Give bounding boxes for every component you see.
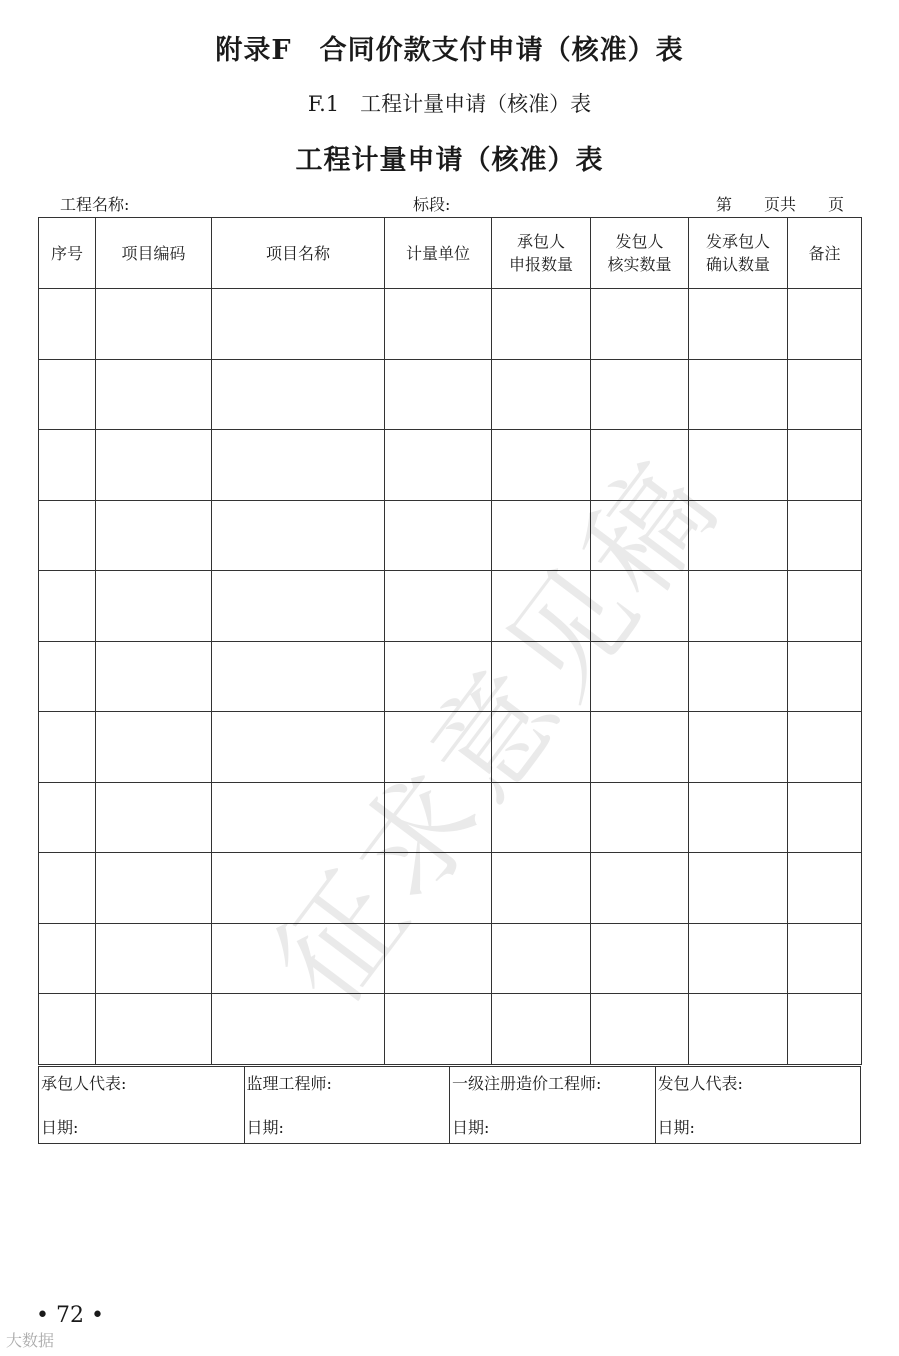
column-header-employer-qty: 发包人 核实数量 xyxy=(591,218,689,289)
signature-cell-contractor-rep[interactable] xyxy=(39,1067,245,1144)
table-cell[interactable] xyxy=(96,923,212,994)
table-cell[interactable] xyxy=(591,853,689,924)
table-cell[interactable] xyxy=(788,712,862,783)
table-cell[interactable] xyxy=(788,430,862,501)
table-cell[interactable] xyxy=(39,571,96,642)
column-header-item-name: 项目名称 xyxy=(212,218,385,289)
table-cell[interactable] xyxy=(788,782,862,853)
table-cell[interactable] xyxy=(689,923,788,994)
table-cell[interactable] xyxy=(788,359,862,430)
table-cell[interactable] xyxy=(96,289,212,360)
table-cell[interactable] xyxy=(212,430,385,501)
signature-role: 监理工程师: xyxy=(246,1074,332,1093)
table-cell[interactable] xyxy=(689,782,788,853)
table-cell[interactable] xyxy=(96,712,212,783)
table-cell[interactable] xyxy=(591,289,689,360)
table-cell[interactable] xyxy=(689,712,788,783)
section-label: 标段: xyxy=(413,195,451,214)
table-row xyxy=(39,359,862,430)
signature-table xyxy=(38,1066,861,1144)
signature-date: 日期: xyxy=(41,1118,79,1137)
table-cell[interactable] xyxy=(39,782,96,853)
signature-cell-cost-engineer[interactable] xyxy=(450,1067,656,1144)
table-cell[interactable] xyxy=(212,641,385,712)
table-cell[interactable] xyxy=(492,994,591,1065)
table-cell[interactable] xyxy=(39,359,96,430)
project-name-label: 工程名称: xyxy=(60,195,130,214)
table-cell[interactable] xyxy=(39,430,96,501)
signature-role: 一级注册造价工程师: xyxy=(452,1074,602,1093)
table-cell[interactable] xyxy=(385,359,492,430)
table-cell[interactable] xyxy=(788,500,862,571)
table-header-row xyxy=(39,218,862,289)
table-cell[interactable] xyxy=(385,430,492,501)
signature-cell-supervisor[interactable] xyxy=(244,1067,450,1144)
table-cell[interactable] xyxy=(689,641,788,712)
table-cell[interactable] xyxy=(39,712,96,783)
signature-date: 日期: xyxy=(246,1118,284,1137)
column-header-remarks: 备注 xyxy=(788,218,862,289)
column-header-unit: 计量单位 xyxy=(385,218,492,289)
table-row xyxy=(39,289,862,360)
table-cell[interactable] xyxy=(788,571,862,642)
table-cell[interactable] xyxy=(212,500,385,571)
table-cell[interactable] xyxy=(212,359,385,430)
table-cell[interactable] xyxy=(788,853,862,924)
page-number: • 72 • xyxy=(36,1303,104,1328)
table-cell[interactable] xyxy=(39,289,96,360)
table-cell[interactable] xyxy=(689,289,788,360)
table-cell[interactable] xyxy=(96,853,212,924)
table-cell[interactable] xyxy=(492,923,591,994)
table-cell[interactable] xyxy=(788,289,862,360)
signature-role: 发包人代表: xyxy=(657,1074,743,1093)
table-row xyxy=(39,994,862,1065)
column-header-confirmed-qty: 发承包人 确认数量 xyxy=(689,218,788,289)
table-cell[interactable] xyxy=(39,500,96,571)
table-cell[interactable] xyxy=(96,571,212,642)
table-cell[interactable] xyxy=(591,923,689,994)
section-title: F.1 工程计量申请（核准）表 xyxy=(307,92,592,116)
table-cell[interactable] xyxy=(591,359,689,430)
signature-date: 日期: xyxy=(657,1118,695,1137)
table-cell[interactable] xyxy=(788,994,862,1065)
table-cell[interactable] xyxy=(39,853,96,924)
signature-cell-employer-rep[interactable] xyxy=(655,1067,861,1144)
table-cell[interactable] xyxy=(96,782,212,853)
column-header-contractor-qty: 承包人 申报数量 xyxy=(492,218,591,289)
signature-role: 承包人代表: xyxy=(41,1074,127,1093)
table-cell[interactable] xyxy=(492,289,591,360)
table-cell[interactable] xyxy=(591,994,689,1065)
table-cell[interactable] xyxy=(96,359,212,430)
table-row xyxy=(39,430,862,501)
table-cell[interactable] xyxy=(385,500,492,571)
table-cell[interactable] xyxy=(689,853,788,924)
table-cell[interactable] xyxy=(689,994,788,1065)
appendix-title: 附录F 合同价款支付申请（核准）表 xyxy=(215,35,684,66)
table-cell[interactable] xyxy=(788,641,862,712)
table-cell[interactable] xyxy=(591,712,689,783)
table-cell[interactable] xyxy=(385,994,492,1065)
table-row xyxy=(39,571,862,642)
signature-date: 日期: xyxy=(452,1118,490,1137)
table-cell[interactable] xyxy=(39,994,96,1065)
table-cell[interactable] xyxy=(689,359,788,430)
table-cell[interactable] xyxy=(212,289,385,360)
footer-logo: 大数据 xyxy=(6,1331,55,1350)
table-cell[interactable] xyxy=(212,571,385,642)
table-cell[interactable] xyxy=(492,853,591,924)
table-cell[interactable] xyxy=(96,641,212,712)
column-header-index: 序号 xyxy=(39,218,96,289)
table-cell[interactable] xyxy=(39,923,96,994)
table-cell[interactable] xyxy=(96,430,212,501)
table-cell[interactable] xyxy=(39,641,96,712)
page-count-label: 第 页共 页 xyxy=(716,195,845,214)
column-header-item-code: 项目编码 xyxy=(96,218,212,289)
table-cell[interactable] xyxy=(385,289,492,360)
table-cell[interactable] xyxy=(96,994,212,1065)
watermark-draft: 征求意见稿 xyxy=(250,434,747,1030)
table-cell[interactable] xyxy=(788,923,862,994)
table-title: 工程计量申请（核准）表 xyxy=(295,145,604,176)
table-cell[interactable] xyxy=(591,782,689,853)
table-row xyxy=(39,923,862,994)
table-cell[interactable] xyxy=(96,500,212,571)
table-cell[interactable] xyxy=(492,359,591,430)
